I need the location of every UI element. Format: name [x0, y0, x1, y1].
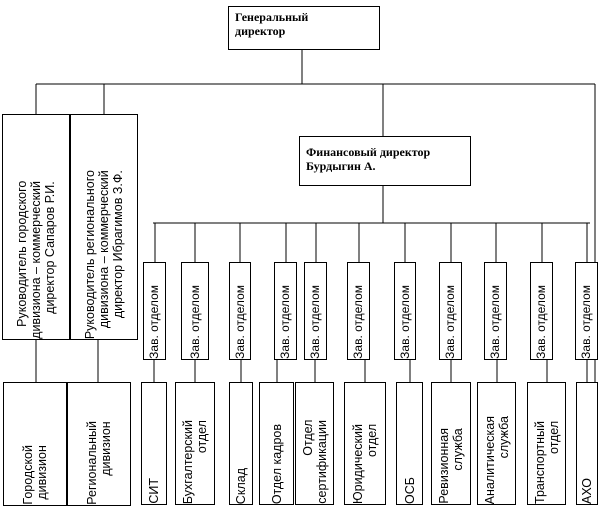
dept-head-label: Зав. отделом [534, 285, 548, 359]
finance-director-box [299, 136, 471, 186]
dept-unit-box [477, 382, 516, 505]
dept-head-label: Зав. отделом [187, 285, 202, 359]
dept-head-box [394, 262, 416, 360]
ceo-box [228, 6, 380, 50]
dept-unit-name: Отдел кадров [269, 423, 284, 504]
dept-unit-box [295, 382, 334, 505]
dept-head-box [484, 262, 507, 360]
dept-unit-box [141, 382, 167, 505]
dept-unit-name: Юридический отдел [351, 424, 379, 504]
dept-head-box [181, 262, 209, 360]
dept-head-box [229, 262, 251, 360]
dept-head-box [143, 262, 166, 360]
dept-unit-box [396, 382, 423, 505]
dept-head-box [274, 262, 297, 360]
finance-director-title: Финансовый директор [306, 145, 431, 159]
dept-head-box [530, 262, 553, 360]
dept-head-label: Зав. отделом [232, 285, 247, 359]
ceo-title-line1: Генеральный [235, 10, 309, 24]
dept-head-label: Зав. отделом [278, 285, 292, 359]
dept-unit-box [344, 382, 386, 505]
dept-unit-name: Аналитическая служба [482, 415, 511, 504]
dept-unit-name: АХО [580, 478, 594, 504]
region-division-box [67, 382, 131, 506]
dept-unit-name: Транспортный отдел [532, 421, 561, 504]
region-division-head-text: Руководитель регионального дивизиона – коммерческий директор Ибрагимов З.Ф. [83, 169, 125, 339]
finance-director-name: Бурдыгин А. [306, 159, 376, 173]
dept-head-box [439, 262, 462, 360]
dept-unit-name: Ревизионная служба [437, 428, 465, 504]
dept-unit-name: Склад [234, 467, 248, 504]
city-division-box [3, 382, 67, 506]
dept-unit-name: СИТ [147, 478, 161, 504]
dept-head-label: Зав. отделом [579, 285, 593, 359]
dept-unit-name: ОСБ [402, 477, 417, 504]
dept-unit-box [527, 382, 566, 505]
region-division-text: Региональный дивизион [85, 421, 113, 505]
city-division-text: Городской дивизион [21, 445, 49, 505]
dept-unit-name: Бухгалтерский отдел [181, 419, 209, 504]
dept-head-label: Зав. отделом [147, 285, 161, 359]
region-division-head-box [70, 114, 138, 340]
city-division-head-text: Руководитель городского дивизиона – коммерческий директор Сапаров Р.И. [15, 181, 57, 339]
dept-head-label: Зав. отделом [308, 285, 322, 359]
dept-head-label: Зав. отделом [351, 285, 365, 359]
dept-unit-box [576, 382, 598, 505]
dept-head-box [304, 262, 327, 360]
dept-head-label: Зав. отделом [397, 285, 412, 359]
dept-unit-box [431, 382, 471, 505]
city-division-head-box [2, 114, 70, 340]
dept-head-label: Зав. отделом [443, 285, 457, 359]
ceo-title-line2: директор [235, 24, 286, 38]
dept-head-label: Зав. отделом [488, 285, 502, 359]
dept-unit-name: Отдел сертификации [300, 420, 329, 504]
dept-unit-box [175, 382, 215, 505]
dept-head-box [575, 262, 598, 360]
dept-head-box [347, 262, 370, 360]
dept-unit-box [259, 382, 294, 505]
dept-unit-box [229, 382, 253, 505]
